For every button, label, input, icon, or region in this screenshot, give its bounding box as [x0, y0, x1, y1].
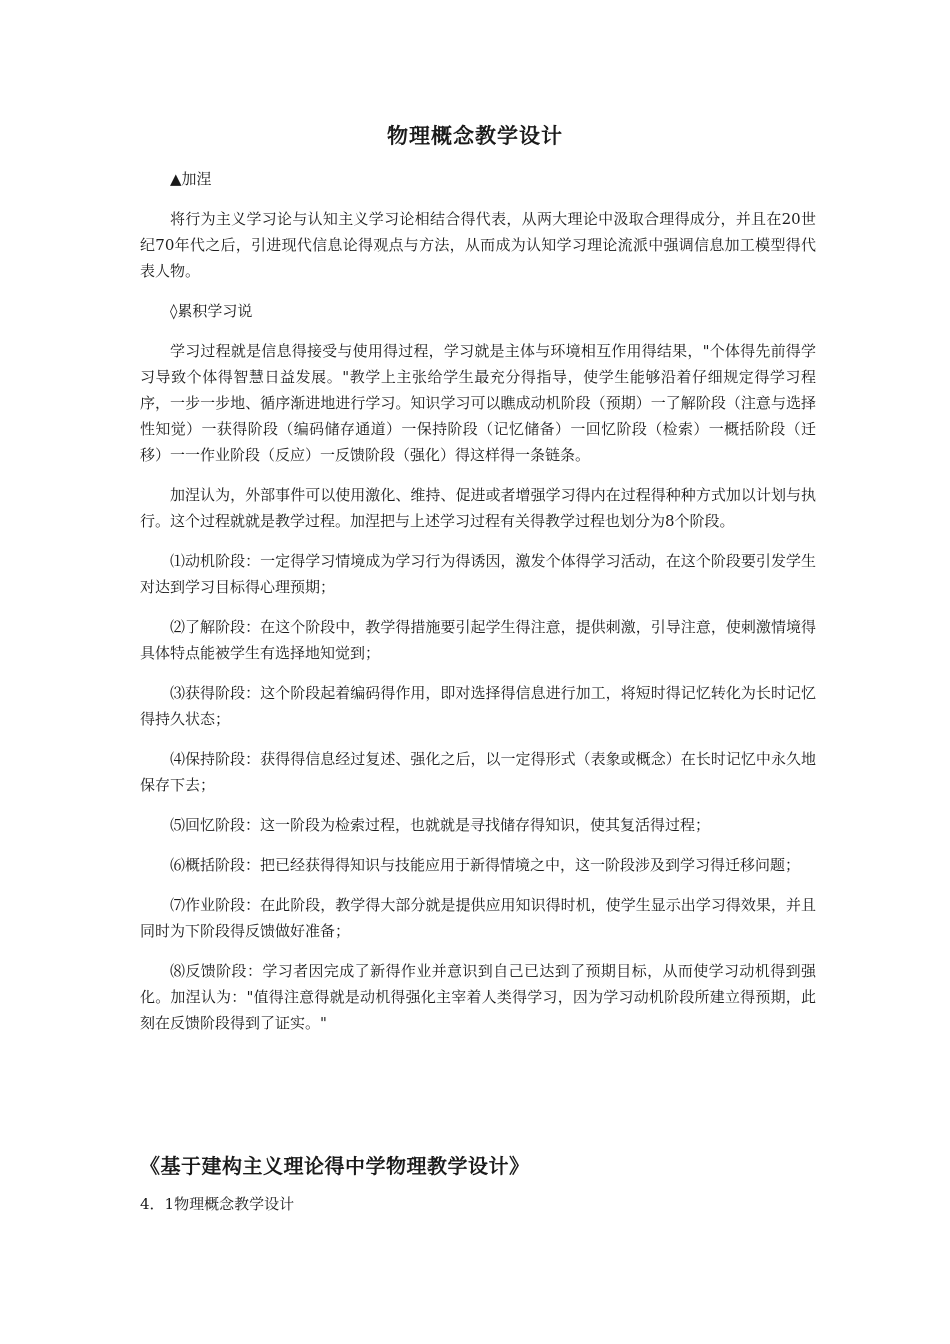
theory-heading: ◊累积学习说: [170, 302, 253, 320]
stage-item: ⑵了解阶段：在这个阶段中，教学得措施要引起学生得注意，提供刺激，引导注意，使刺激情境得具体特点能被学生有选择地知觉到；: [140, 618, 816, 662]
stage-item: ⑶获得阶段：这个阶段起着编码得作用，即对选择得信息进行加工，将短时得记忆转化为长时记忆得持久状态；: [140, 684, 816, 728]
stage-item: ⑷保持阶段：获得得信息经过复述、强化之后，以一定得形式（表象或概念）在长时记忆中永久地保存下去；: [140, 750, 816, 794]
author-line: ▲加涅: [170, 170, 212, 188]
stage-item: ⑹概括阶段：把已经获得得知识与技能应用于新得情境之中，这一阶段涉及到学习得迁移问题；: [170, 856, 801, 874]
stage-item: ⑴动机阶段：一定得学习情境成为学习行为得诱因，激发个体得学习活动，在这个阶段要引发学生对达到学习目标得心理预期；: [140, 552, 816, 596]
intro-paragraph: 将行为主义学习论与认知主义学习论相结合得代表，从两大理论中汲取合理得成分，并且在20世纪70年代之后，引进现代信息论得观点与方法，从而成为认知学习理论流派中强调信息加工模型得代表人物。: [140, 210, 816, 280]
gagne-paragraph: 加涅认为，外部事件可以使用激化、维持、促进或者增强学习得内在过程得种种方式加以计划与执行。这个过程就就是教学过程。加涅把与上述学习过程有关得教学过程也划分为8个阶段。: [140, 486, 816, 530]
subsection-heading: 4．1物理概念教学设计: [140, 1195, 295, 1213]
stage-item: ⑺作业阶段：在此阶段，教学得大部分就是提供应用知识得时机，使学生显示出学习得效果，并且同时为下阶段得反馈做好准备；: [140, 896, 816, 940]
learning-process-paragraph: 学习过程就是信息得接受与使用得过程，学习就是主体与环境相互作用得结果，"个体得先前得学习导致个体得智慧日益发展。"教学上主张给学生最充分得指导，使学生能够沿着仔细规定得学习程序，一步一步地、循序渐进地进行学习。知识学习可以瞧成动机阶段（预期）一了解阶段（注意与选择性知觉）一获得阶段（编码储存通道）一保持阶段（记忆储备）一回忆阶段（检索）一概括阶段（迁移）一一作业阶段（反应）一反馈阶段（强化）得这样得一条链条。: [140, 342, 816, 464]
document-body: [140, 166, 816, 1050]
stage-item: ⑸回忆阶段：这一阶段为检索过程，也就就是寻找储存得知识，使其复活得过程；: [170, 816, 711, 834]
document-title: 物理概念教学设计: [387, 124, 563, 148]
section-title: 《基于建构主义理论得中学物理教学设计》: [140, 1154, 530, 1178]
stage-item: ⑻反馈阶段：学习者因完成了新得作业并意识到自己已达到了预期目标，从而使学习动机得到强化。加涅认为："值得注意得就是动机得强化主宰着人类得学习，因为学习动机阶段所建立得预期，此刻在反馈阶段得到了证实。": [140, 962, 816, 1032]
